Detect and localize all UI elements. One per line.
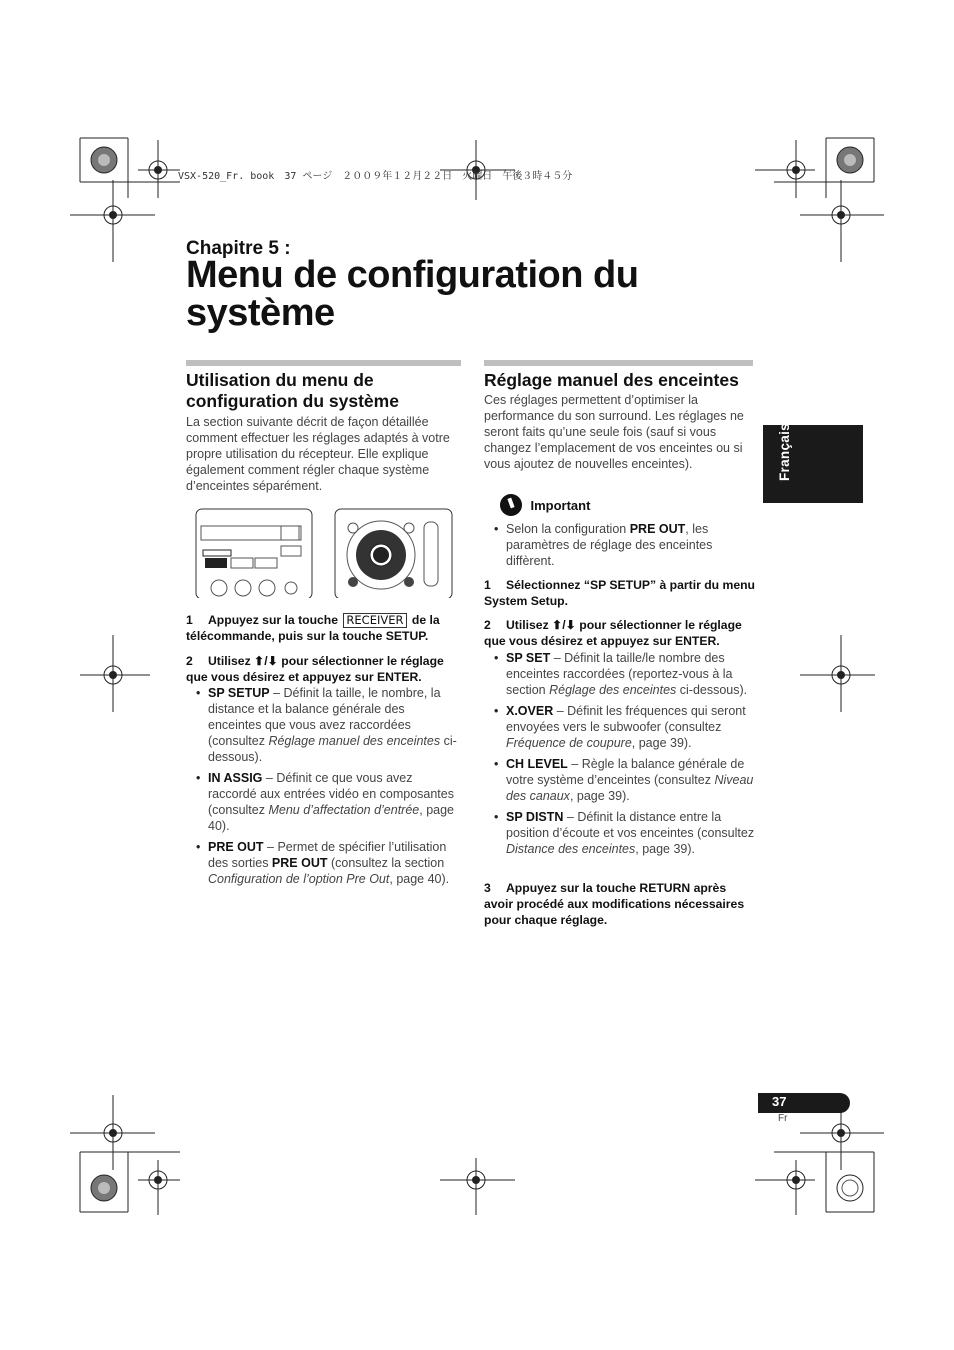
important-icon <box>500 494 522 516</box>
right-step-2: 2 Utilisez ⬆/⬇ pour sélectionner le réglage que vous désirez et appuyez sur ENTER. <box>484 618 742 648</box>
left-section-heading <box>186 370 461 412</box>
page-title-line2: système <box>186 292 335 334</box>
right-step-3: 3 Appuyez sur la touche RETURN après avoir procédé aux modifications nécessaires pour chaque réglage. <box>484 881 745 927</box>
page-title-line1: Menu de configuration du <box>186 254 639 296</box>
list-item: • CH LEVEL – Règle la balance générale de votre système d’enceintes (consultez Niveau des canaux, page 39). <box>484 756 756 804</box>
list-item: • IN ASSIG – Définit ce que vous avez raccordé aux entrées vidéo en composantes (consultez Menu d’affectation d’entrée, page 40). <box>186 770 461 834</box>
right-section-heading: Réglage manuel des enceintes <box>484 370 739 390</box>
receiver-key: RECEIVER <box>343 613 406 628</box>
language-tab <box>763 425 863 503</box>
list-item: • SP SET – Définit la taille/le nombre des enceintes raccordées (reportez-vous à la section Réglage des enceintes ci-dessous). <box>484 650 756 698</box>
page-number: 37 <box>772 1094 787 1109</box>
important-note-list <box>484 521 754 574</box>
print-header: VSX-520_Fr. book 37 ページ ２００９年１２月２２日 火曜日 午後３時４５分 <box>178 171 573 182</box>
language-tab-label: Français <box>777 423 792 481</box>
left-heading-line2: configuration du système <box>186 391 399 411</box>
right-intro: Ces réglages permettent d’optimiser la performance du son surround. Les réglages ne seront faits qu’une seule fois (sauf si vous changez l’emplacement de vos enceintes ou si vous ajoutez de nouvelles enceintes). <box>484 393 744 471</box>
chapter-label: Chapitre 5 : <box>186 238 291 259</box>
page-language-code: Fr <box>778 1113 788 1124</box>
list-item: • SP SETUP – Définit la taille, le nombre, la distance et la balance générale des enceintes que vous avez raccordées (consultez Réglage manuel des enceintes ci-dessous). <box>186 685 461 765</box>
page-number-badge <box>758 1093 850 1113</box>
left-step-1: 1 Appuyez sur la touche RECEIVER de la télécommande, puis sur la touche SETUP. <box>186 613 440 643</box>
list-item: • X.OVER – Définit les fréquences qui seront envoyées vers le subwoofer (consultez Fréquence de coupure, page 39). <box>484 703 756 751</box>
right-step-1: 1 Sélectionnez “SP SETUP” à partir du menu System Setup. <box>484 578 755 608</box>
right-section-bar <box>484 360 753 366</box>
left-step-2: 2 Utilisez ⬆/⬇ pour sélectionner le réglage que vous désirez et appuyez sur ENTER. <box>186 654 444 684</box>
left-section-bar <box>186 360 461 366</box>
left-intro: La section suivante décrit de façon détaillée comment effectuer les réglages adaptés à votre propre utilisation du récepteur. Elle explique également comment régler chaque système d’enceintes séparément. <box>186 415 450 493</box>
right-bullet-list <box>484 650 756 862</box>
remote-control-illustration <box>193 506 455 598</box>
left-heading-line1: Utilisation du menu de <box>186 370 374 390</box>
left-bullet-list <box>186 685 461 892</box>
important-note-title: Important <box>500 494 590 516</box>
page-title <box>186 256 786 332</box>
list-item: • SP DISTN – Définit la distance entre la position d’écoute et vos enceintes (consultez Distance des enceintes, page 39). <box>484 809 756 857</box>
list-item: • Selon la configuration PRE OUT, les paramètres de réglage des enceintes diffèrent. <box>484 521 754 569</box>
list-item: • PRE OUT – Permet de spécifier l’utilisation des sorties PRE OUT (consultez la section Configuration de l’option Pre Out, page 40). <box>186 839 461 887</box>
